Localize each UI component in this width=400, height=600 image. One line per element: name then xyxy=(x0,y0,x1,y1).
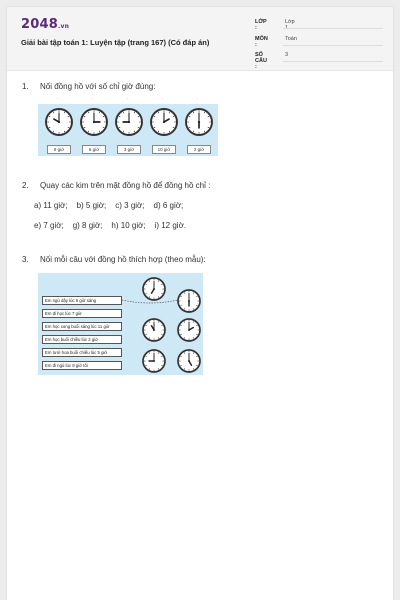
meta-subject-label: MÔN : xyxy=(255,36,268,48)
question-number: 3. xyxy=(22,255,29,264)
connector-dot: · xyxy=(92,96,94,102)
clock[interactable] xyxy=(185,108,213,136)
option-item: g) 8 giờ; xyxy=(72,221,103,230)
clock[interactable] xyxy=(45,108,73,136)
clock-face-icon xyxy=(142,349,166,373)
sentence-box[interactable]: Em tưới hoa buổi chiều lúc 5 giờ xyxy=(42,348,122,357)
clock-face-icon xyxy=(150,108,178,136)
time-tag[interactable]: 2 giờ xyxy=(187,145,211,154)
option-item: c) 3 giờ; xyxy=(115,201,145,210)
meta-count-label: SỐ CÂU : xyxy=(255,52,267,70)
sentence-box[interactable]: Em học buổi chiều lúc 2 giờ xyxy=(42,335,122,344)
question-text: Quay các kim trên mặt đồng hồ để đồng hồ chỉ : xyxy=(40,181,211,190)
meta-divider xyxy=(283,45,383,46)
option-item: e) 7 giờ; xyxy=(34,221,64,230)
clock[interactable] xyxy=(150,108,178,136)
meta-class-label: LỚP : xyxy=(255,19,267,31)
time-tag[interactable]: 6 giờ xyxy=(82,145,106,154)
clock-face-icon xyxy=(142,318,166,342)
clock-face-icon xyxy=(177,318,201,342)
options-row-2 xyxy=(34,221,195,230)
sentence-box[interactable]: Em ngủ dậy lúc 6 giờ sáng xyxy=(42,296,122,305)
page-header xyxy=(7,7,393,71)
clock-face-icon xyxy=(177,349,201,373)
clock[interactable] xyxy=(115,108,143,136)
clock-face-icon xyxy=(177,289,201,313)
connector-dot: · xyxy=(197,96,199,102)
clock[interactable] xyxy=(142,349,166,373)
clock-face-icon xyxy=(115,108,143,136)
clock-face-icon xyxy=(185,108,213,136)
meta-count-value: 3 xyxy=(285,52,289,58)
clock[interactable] xyxy=(177,318,201,342)
question-text: Nối mỗi câu với đồng hồ thích hợp (theo mẫu): xyxy=(40,255,206,264)
time-tag[interactable]: 10 giờ xyxy=(152,145,176,154)
options-row-1 xyxy=(34,201,192,210)
time-tag[interactable]: 9 giờ xyxy=(47,145,71,154)
option-item: i) 12 giờ. xyxy=(154,221,187,230)
question-number: 1. xyxy=(22,82,29,91)
sentence-box[interactable]: Em đi học lúc 7 giờ xyxy=(42,309,122,318)
page-title: Giải bài tập toán 1: Luyện tập (trang 167) (Có đáp án) xyxy=(21,38,210,47)
sentence-box[interactable]: Em đi ngủ lúc 9 giờ tối xyxy=(42,361,122,370)
option-item: a) 11 giờ; xyxy=(34,201,68,210)
meta-divider xyxy=(283,61,383,62)
question-number: 2. xyxy=(22,181,29,190)
clock[interactable] xyxy=(142,318,166,342)
clock[interactable] xyxy=(142,277,166,301)
meta-class-value: Lớp 1 xyxy=(285,19,295,31)
site-logo[interactable]: 2048.vn xyxy=(21,17,70,32)
clock[interactable] xyxy=(80,108,108,136)
clock[interactable] xyxy=(177,289,201,313)
meta-divider xyxy=(283,28,383,29)
question-text: Nối đồng hồ với số chỉ giờ đúng: xyxy=(40,82,156,91)
sentence-box[interactable]: Em học xong buổi sáng lúc 11 giờ xyxy=(42,322,122,331)
clock[interactable] xyxy=(177,349,201,373)
clock-face-icon xyxy=(142,277,166,301)
option-item: h) 10 giờ; xyxy=(111,221,146,230)
time-tag[interactable]: 3 giờ xyxy=(117,145,141,154)
connector-dot: · xyxy=(57,96,59,102)
option-item: d) 6 giờ; xyxy=(153,201,184,210)
clock-face-icon xyxy=(45,108,73,136)
connector-dot: · xyxy=(162,96,164,102)
clock-face-icon xyxy=(80,108,108,136)
meta-subject-value: Toán xyxy=(285,36,297,42)
option-item: b) 5 giờ; xyxy=(76,201,107,210)
connector-dot: · xyxy=(127,96,129,102)
